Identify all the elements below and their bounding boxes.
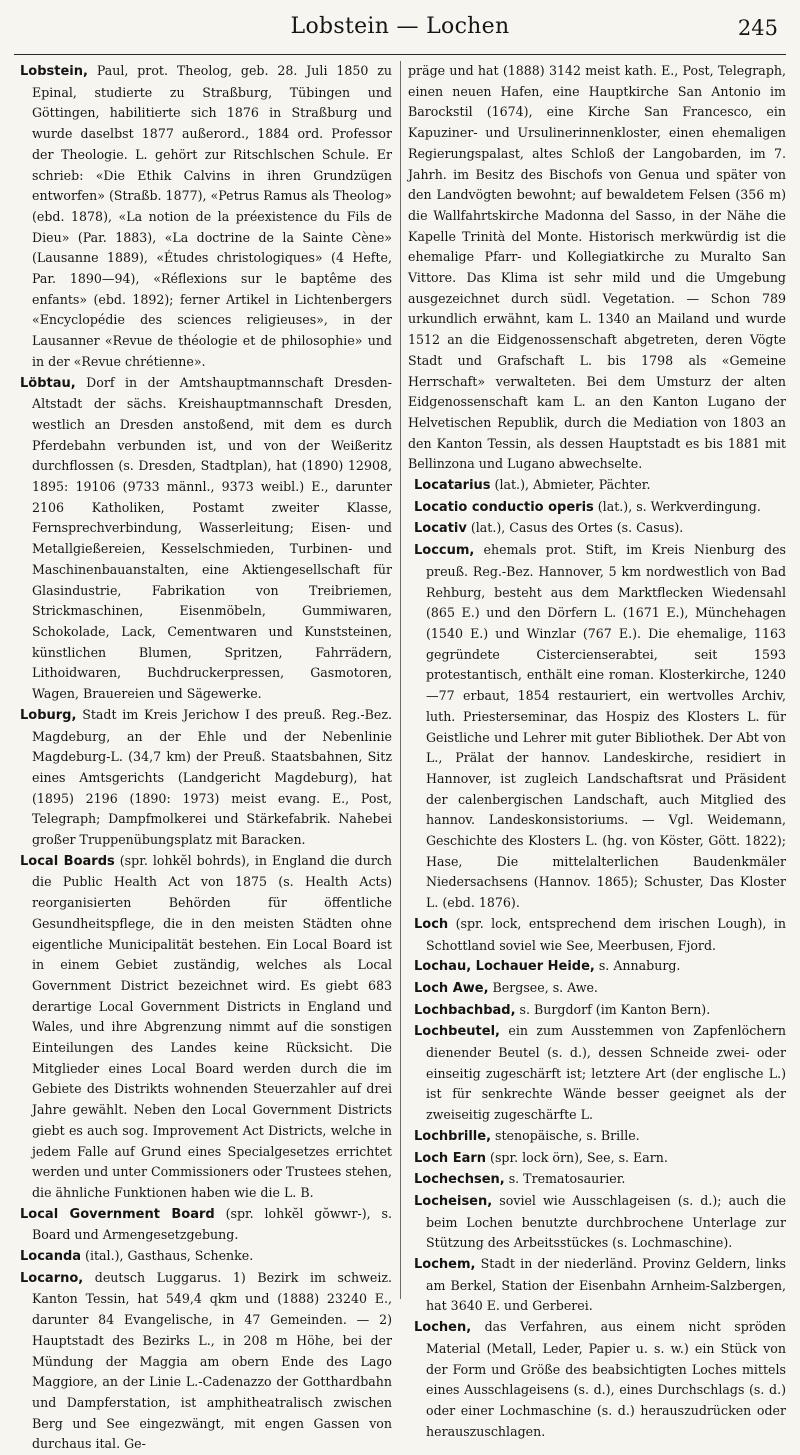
left-column [14, 61, 392, 1452]
page-number: 245 [737, 16, 778, 40]
dictionary-entry [14, 851, 392, 1204]
dictionary-entry [408, 914, 786, 956]
entry-headword: Lochau, Lochauer Heide, [414, 959, 595, 975]
entry-headword: Lobstein, [20, 64, 88, 79]
entry-headword: Lochen, [414, 1320, 472, 1336]
entry-headword: Lochbachbad, [414, 1002, 516, 1018]
entry-text: Stadt im Kreis Jerichow I des preuß. Reg.-Bez. Magdeburg, an der Ehle und der Nebenlinie Magdeburg-L. (34,7 km) der Preuß. Staatsbahnen, Sitz eines Amtsgerichts (Landgericht Magdeburg), hat (1895) 2196 (1890: 1973) meist evang. E., Post, Telegraph; Dampfmolkerei und Stärkefabrik. Nahebei großer Truppenübungsplatz mit Baracken. [32, 706, 392, 848]
entry-text: (lat.), Casus des Ortes (s. Casus). [466, 520, 684, 536]
dictionary-entry [408, 1169, 786, 1191]
entry-headword: Löbtau, [20, 375, 76, 391]
entry-headword: Lochem, [414, 1257, 476, 1273]
dictionary-entry [408, 518, 786, 540]
entry-text: Stadt in der niederländ. Provinz Geldern, links am Berkel, Station der Eisenbahn Arnheim-Salzbergen, hat 3640 E. und Gerberei. [426, 1256, 786, 1314]
dictionary-entry [408, 1000, 786, 1022]
entry-text: (spr. lock, entsprechend dem irischen Lough), in Schottland soviel wie See, Meerbusen, Fjord. [426, 915, 786, 953]
entry-headword: Lochbrille, [414, 1128, 492, 1144]
dictionary-entry [408, 1021, 786, 1126]
dictionary-entry [408, 61, 786, 475]
page-header [14, 0, 786, 55]
entry-text: präge und hat (1888) 3142 meist kath. E., Post, Telegraph, einen neuen Hafen, eine Hauptkirche San Antonio im Barockstil (1674), eine Kirche San Francesco, ein Kapuziner- und Ursulinerinnenkloster, einen ehemaligen Regierungspalast, altes Schloß der Langobarden, im 7. Jahrh. im Besitz des Bischofs von Genua und später von den Landvögten bewohnt; auf bewaldetem Felsen (356 m) die Wallfahrtskirche Madonna del Sasso, in der Nähe die Kapelle Trinità del Monte. Historisch merkwürdig ist die ehemalige Pfarr- und Kollegiatkirche zu Muralto San Vittore. Das Klima ist sehr mild und die Umgebung ausgezeichnet durch südl. Vegetation. — Schon 789 urkundlich erwähnt, kam L. 1340 an Mailand und wurde 1512 an die Eidgenossenschaft abgetreten, deren Vögte Stadt und Grafschaft L. bis 1798 als «Gemeine Herrschaft» verwalteten. Bei dem Umsturz der alten Eidgenossenschaft kam L. an den Kanton Lugano der Helvetischen Republik, durch die Mediation von 1803 an den Kanton Tessin, als dessen Hauptstadt es bis 1881 mit Bellinzona und Lugano abwechselte. [408, 63, 786, 472]
dictionary-entry [408, 1191, 786, 1254]
entry-text: (spr. lohkĕl bohrds), in England die durch die Public Health Act von 1875 (s. Health Acts) reorganisierten Behörden für öffentliche Gesundheitspflege, die in den meisten Städten ohne eigentliche Municipalität bestehen. Ein Local Board ist in einem Gebiet zuständig, welches als Local Government District bezeichnet wird. Es giebt 683 derartige Local Government Districts in England und Wales, und ihre Abgrenzung nimmt auf die sonstigen Einteilungen des Landes keine Rücksicht. Die Mitglieder eines Local Board werden durch die im Gebiete des Distrikts wohnenden Steuerzahler auf drei Jahre gewählt. Neben den Local Government Districts giebt es auch sog. Improvement Act Districts, welche in jedem Falle auf Grund eines Specialgesetzes errichtet werden und unter Commissioners oder Trustees stehen, die ähnliche Funktionen haben wie die L. B. [32, 852, 392, 1200]
entry-headword: Loch Awe, [414, 980, 489, 996]
dictionary-entry [14, 373, 392, 705]
entry-headword: Loburg, [20, 707, 77, 723]
entry-text: s. Burgdorf (im Kanton Bern). [515, 1001, 711, 1017]
entry-headword: Locheisen, [414, 1193, 493, 1209]
entry-text: stenopäische, s. Brille. [491, 1127, 640, 1143]
entry-headword: Locativ [414, 521, 467, 537]
dictionary-entry [14, 1204, 392, 1246]
dictionary-entry [408, 540, 786, 914]
dictionary-entry [408, 956, 786, 978]
dictionary-entry [14, 705, 392, 851]
entry-text: Bergsee, s. Awe. [488, 979, 598, 995]
entry-text: soviel wie Ausschlageisen (s. d.); auch die beim Lochen benutzte durchbrochene Unterlage zur Stützung des Arbeitsstückes (s. Lochmaschine). [426, 1192, 786, 1251]
column-divider [400, 61, 401, 1299]
entry-headword: Lochbeutel, [414, 1024, 500, 1040]
entry-text: ehemals prot. Stift, im Kreis Nienburg des preuß. Reg.-Bez. Hannover, 5 km nordwestlich von Bad Rehburg, besteht aus dem Marktflecken Wiedensahl (865 E.) und den Dörfern L. (1671 E.), Münchehagen (1540 E.) und Winzlar (767 E.). Die ehemalige, 1163 gegründete Cistercienserabtei, seit 1593 protestantisch, enthält eine roman. Klosterkirche, 1240—77 erbaut, 1854 restauriert, ein wertvolles Archiv, luth. Priesterseminar, das Hospiz des Klosters L. für Geistliche und Lehrer mit guter Bibliothek. Der Abt von L., Prälat der hannov. Landeskirche, residiert in Hannover, ist zugleich Landschaftsrat und Präsident der calenbergischen Landschaft, auch Mitglied des hannov. Landeskonsistoriums. — Vgl. Weidemann, Geschichte des Klosters L. (hg. von Köster, Gött. 1822); Hase, Die mittelalterlichen Baudenkmäler Niedersachsens (Hannov. 1865); Schuster, Das Kloster L. (ebd. 1876). [426, 542, 786, 911]
dictionary-entry [408, 1126, 786, 1148]
entry-text: deutsch Luggarus. 1) Bezirk im schweiz. Kanton Tessin, hat 549,4 qkm und (1888) 23240 E., darunter 84 Evangelische, in 47 Gemeinden. — 2) Hauptstadt des Bezirks L., in 208 m Höhe, bei der Mündung der Maggia am obern Ende des Lago Maggiore, an der Linie L.-Cadenazzo der Gotthardbahn und Dampferstation, ist amphitheatralisch zwischen Berg und See eingezwängt, mit engen Gassen von durchaus ital. Ge- [32, 1269, 392, 1452]
entry-headword: Local Government Board [20, 1206, 215, 1222]
entry-headword: Locatio conductio operis [414, 499, 594, 515]
running-title: Lobstein — Lochen [290, 14, 510, 39]
dictionary-entry [14, 1268, 392, 1455]
dictionary-entry [408, 475, 786, 497]
dictionary-entry [408, 1317, 786, 1442]
dictionary-entry [408, 1148, 786, 1170]
entry-text: das Verfahren, aus einem nicht spröden Material (Metall, Leder, Papier u. s. w.) ein Stück von der Form und Größe des beabsichtigten Loches mittels eines Ausschlageisens (s. d.), eines Durchschlags (s. d.) oder einer Lochmaschine (s. d.) herauszudrücken oder herauszuschlagen. [426, 1319, 786, 1439]
right-column [408, 61, 786, 1439]
entry-text: Dorf in der Amtshauptmannschaft Dresden-Altstadt der sächs. Kreishauptmannschaft Dresden, westlich an Dresden anstoßend, mit dem es durch Pferdebahn verbunden ist, und von der Weißeritz durchflossen (s. Dresden, Stadtplan), hat (1890) 12908, 1895: 19106 (9733 männl., 9373 weibl.) E., darunter 2106 Katholiken, Postamt zweiter Klasse, Fernsprechverbindung, Wasserleitung; Eisen- und Metallgießereien, Kesselschmieden, Turbinen- und Maschinenbauanstalten, eine Aktiengesellschaft für Glasindustrie, Fabrikation von Treibriemen, Strickmaschinen, Eisenmöbeln, Gummiwaren, Schokolade, Lack, Cementwaren und Kunststeinen, künstlichen Blumen, Spritzen, Fahrrädern, Lithoidwaren, Buchdruckerpressen, Gasmotoren, Wagen, Brauereien und Sägewerke. [32, 374, 392, 702]
entry-headword: Locatarius [414, 478, 491, 494]
entry-text: (ital.), Gasthaus, Schenke. [81, 1248, 254, 1264]
entry-text: (spr. lohkĕl gŏwwr-), s. Board und Armengesetzgebung. [32, 1205, 392, 1243]
entry-headword: Local Boards [20, 853, 115, 869]
entry-text: (spr. lock örn), See, s. Earn. [486, 1149, 668, 1165]
entry-text: s. Annaburg. [594, 958, 681, 974]
entry-headword: Lochechsen, [414, 1172, 505, 1188]
entry-text: ein zum Ausstemmen von Zapfenlöchern dienender Beutel (s. d.), dessen Schneide zwei- oder einseitig zugeschärft ist; letztere Art (der englische L.) ist für senkrechte Wände besser geeignet als der zweiseitig zugeschärfte L. [426, 1023, 786, 1123]
entry-text: (lat.), Abmieter, Pächter. [490, 477, 651, 493]
entry-headword: Loch [414, 916, 449, 932]
entry-headword: Locarno, [20, 1270, 84, 1286]
entry-text: s. Trematosaurier. [504, 1171, 626, 1187]
two-column-body [14, 61, 786, 1452]
dictionary-entry [408, 1254, 786, 1317]
dictionary-entry [408, 978, 786, 1000]
entry-headword: Loch Earn [414, 1150, 487, 1166]
dictionary-entry [14, 1246, 392, 1268]
dictionary-entry [408, 497, 786, 519]
entry-headword: Loccum, [414, 543, 475, 559]
dictionary-entry [14, 61, 392, 373]
entry-text: (lat.), s. Werkverdingung. [593, 498, 761, 514]
entry-text: Paul, prot. Theolog, geb. 28. Juli 1850 zu Epinal, studierte zu Straßburg, Tübingen und Göttingen, habilitierte sich 1876 in Straßburg und wurde daselbst 1877 außerord., 1884 ord. Professor der Theologie. L. gehört zur Ritschlschen Schule. Er schrieb: «Die Ethik Calvins in ihren Grundzügen entworfen» (Straßb. 1877), «Petrus Ramus als Theolog» (ebd. 1878), «La notion de la préexistence du Fils de Dieu» (Par. 1883), «La doctrine de la Sainte Cène» (Lausanne 1889), «Études christologiques» (4 Hefte, Par. 1890—94), «Réflexions sur le baptême des enfants» (ebd. 1892); ferner Artikel in Lichtenbergers «Encyclopédie des sciences religieuses», in der Lausanner «Revue de théologie et de philosophie» und in der «Revue chrétienne». [32, 63, 392, 369]
entry-headword: Locanda [20, 1249, 82, 1265]
